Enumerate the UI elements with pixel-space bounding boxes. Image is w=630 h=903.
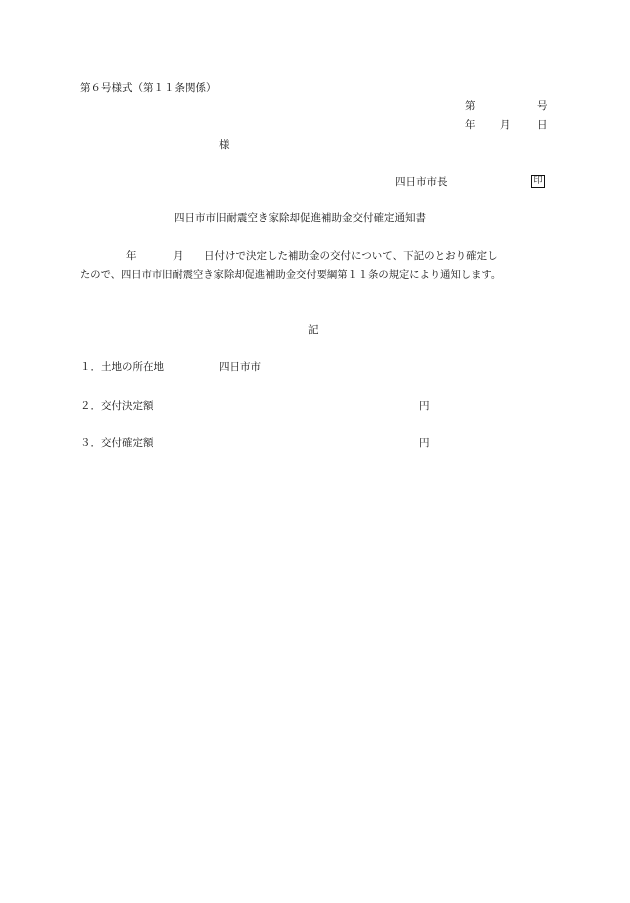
form-label: 第６号様式（第１１条関係） [80, 82, 217, 94]
issuer-name: 四日市市長 [395, 176, 448, 188]
item-1-value: 四日市市 [219, 361, 261, 373]
item-2-label: ２．交付決定額 [80, 400, 154, 412]
body-line-2: たので、四日市市旧耐震空き家除却促進補助金交付要綱第１１条の規定により通知します。 [80, 269, 502, 281]
body-line-1: 日付けで決定した補助金の交付について、下記のとおり確定し [204, 250, 498, 262]
document-number-prefix: 第 [465, 100, 476, 112]
item-2-unit: 円 [419, 400, 430, 412]
date-day: 日 [537, 119, 548, 131]
document-title: 四日市市旧耐震空き家除却促進補助金交付確定通知書 [174, 212, 426, 224]
seal-mark: 印 [531, 175, 545, 188]
ki-heading: 記 [308, 324, 319, 336]
body-month: 月 [173, 250, 184, 262]
date-month: 月 [500, 119, 511, 131]
item-3-label: ３．交付確定額 [80, 437, 154, 449]
document-number-suffix: 号 [537, 100, 548, 112]
date-year: 年 [465, 119, 476, 131]
item-3-unit: 円 [419, 437, 430, 449]
body-year: 年 [126, 250, 137, 262]
addressee-honorific: 様 [219, 139, 230, 151]
item-1-label: １．土地の所在地 [80, 361, 164, 373]
